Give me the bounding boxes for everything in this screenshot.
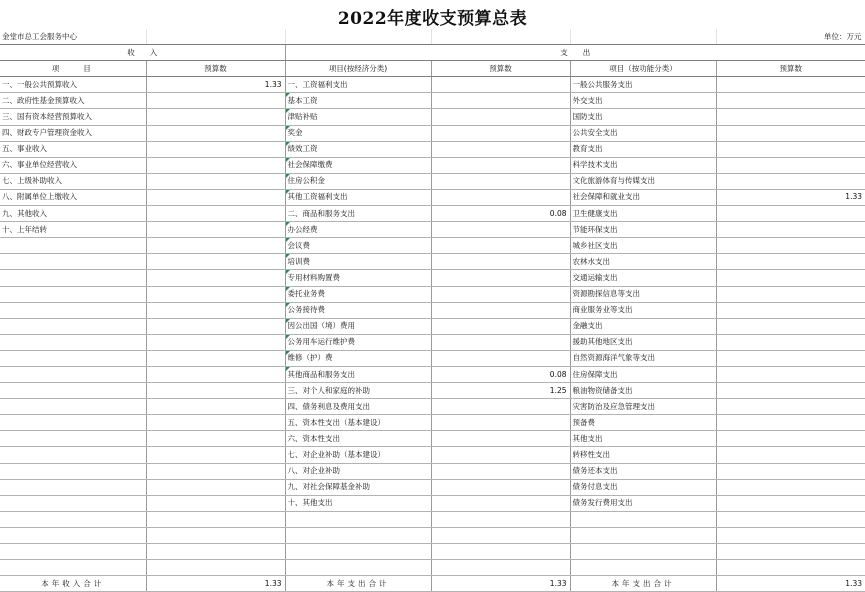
empty-cell bbox=[285, 527, 431, 543]
econ-amount-cell bbox=[431, 173, 570, 189]
income-item-cell: 六、事业单位经营收入 bbox=[0, 157, 146, 173]
table-row bbox=[0, 157, 865, 173]
econ-item-cell: 绩效工资 bbox=[285, 141, 431, 157]
income-amount-cell bbox=[146, 302, 285, 318]
func-item-cell: 债务付息支出 bbox=[570, 479, 716, 495]
budget-sheet bbox=[0, 29, 865, 592]
econ-item-cell: 培训费 bbox=[285, 254, 431, 270]
econ-amount-cell bbox=[431, 447, 570, 463]
econ-amount-cell bbox=[431, 141, 570, 157]
func-item-cell: 外交支出 bbox=[570, 93, 716, 109]
section-header-row bbox=[0, 45, 865, 61]
income-item-cell bbox=[0, 495, 146, 511]
func-item-cell: 卫生健康支出 bbox=[570, 206, 716, 222]
income-item-cell bbox=[0, 350, 146, 366]
econ-item-cell: 十、其他支出 bbox=[285, 495, 431, 511]
meta-blank-cell bbox=[146, 29, 285, 45]
econ-item-cell: 会议费 bbox=[285, 238, 431, 254]
income-item-cell bbox=[0, 447, 146, 463]
table-row bbox=[0, 495, 865, 511]
func-item-cell: 一般公共服务支出 bbox=[570, 77, 716, 93]
func-amount-cell bbox=[716, 350, 865, 366]
empty-cell bbox=[0, 560, 146, 576]
income-amount-cell bbox=[146, 463, 285, 479]
income-item-cell bbox=[0, 366, 146, 382]
econ-item-cell: 其他商品和服务支出 bbox=[285, 366, 431, 382]
func-item-cell: 自然资源海洋气象等支出 bbox=[570, 350, 716, 366]
econ-item-cell: 四、债务利息及费用支出 bbox=[285, 399, 431, 415]
econ-item-cell: 维修（护）费 bbox=[285, 350, 431, 366]
econ-amount-cell bbox=[431, 93, 570, 109]
income-amount-cell bbox=[146, 431, 285, 447]
income-item-cell: 九、其他收入 bbox=[0, 206, 146, 222]
income-item-cell: 三、国有资本经营预算收入 bbox=[0, 109, 146, 125]
income-amount-cell bbox=[146, 109, 285, 125]
column-header-row bbox=[0, 61, 865, 77]
income-amount-cell bbox=[146, 415, 285, 431]
func-amount-cell bbox=[716, 125, 865, 141]
econ-amount-cell bbox=[431, 254, 570, 270]
income-item-cell bbox=[0, 302, 146, 318]
table-row bbox=[0, 479, 865, 495]
econ-item-cell: 专用材料购置费 bbox=[285, 270, 431, 286]
func-amount-cell bbox=[716, 447, 865, 463]
empty-cell bbox=[146, 560, 285, 576]
empty-cell bbox=[716, 511, 865, 527]
func-item-cell: 科学技术支出 bbox=[570, 157, 716, 173]
total-income-value: 1.33 bbox=[146, 576, 285, 592]
table-row bbox=[0, 302, 865, 318]
empty-cell bbox=[716, 527, 865, 543]
empty-cell bbox=[146, 511, 285, 527]
table-row bbox=[0, 350, 865, 366]
income-item-cell bbox=[0, 318, 146, 334]
econ-item-cell: 社会保障缴费 bbox=[285, 157, 431, 173]
econ-amount-cell: 0.08 bbox=[431, 206, 570, 222]
income-item-cell bbox=[0, 238, 146, 254]
total-func-label: 本年支出合计 bbox=[570, 576, 716, 592]
income-amount-cell: 1.33 bbox=[146, 77, 285, 93]
empty-row bbox=[0, 511, 865, 527]
page-title: 2022年度收支预算总表 bbox=[337, 9, 528, 29]
table-row bbox=[0, 447, 865, 463]
income-item-cell: 二、政府性基金预算收入 bbox=[0, 93, 146, 109]
econ-amount-cell bbox=[431, 318, 570, 334]
empty-row bbox=[0, 527, 865, 543]
func-amount-cell bbox=[716, 270, 865, 286]
func-item-cell: 文化旅游体育与传媒支出 bbox=[570, 173, 716, 189]
total-income-label: 本年收入合计 bbox=[0, 576, 146, 592]
income-item-cell bbox=[0, 479, 146, 495]
empty-row bbox=[0, 560, 865, 576]
table-row bbox=[0, 415, 865, 431]
econ-item-cell: 因公出国（境）费用 bbox=[285, 318, 431, 334]
econ-item-cell: 奖金 bbox=[285, 125, 431, 141]
income-section-header: 收 入 bbox=[0, 45, 285, 61]
econ-amount-cell bbox=[431, 302, 570, 318]
econ-item-cell: 一、工资福利支出 bbox=[285, 77, 431, 93]
func-item-cell: 公共安全支出 bbox=[570, 125, 716, 141]
func-item-cell: 住房保障支出 bbox=[570, 366, 716, 382]
table-row bbox=[0, 286, 865, 302]
econ-amount-cell bbox=[431, 286, 570, 302]
empty-cell bbox=[431, 560, 570, 576]
func-amount-cell bbox=[716, 366, 865, 382]
income-item-cell bbox=[0, 254, 146, 270]
econ-amount-cell bbox=[431, 495, 570, 511]
income-item-cell: 十、上年结转 bbox=[0, 222, 146, 238]
econ-item-cell: 办公经费 bbox=[285, 222, 431, 238]
empty-cell bbox=[570, 560, 716, 576]
table-row bbox=[0, 141, 865, 157]
totals-row bbox=[0, 576, 865, 592]
income-amount-cell bbox=[146, 399, 285, 415]
table-row bbox=[0, 222, 865, 238]
income-item-cell: 八、附属单位上缴收入 bbox=[0, 189, 146, 205]
econ-amount-cell bbox=[431, 77, 570, 93]
income-amount-cell bbox=[146, 447, 285, 463]
income-amount-cell bbox=[146, 222, 285, 238]
table-row bbox=[0, 399, 865, 415]
econ-item-cell: 其他工资福利支出 bbox=[285, 189, 431, 205]
income-amount-cell bbox=[146, 206, 285, 222]
econ-amount-cell bbox=[431, 189, 570, 205]
col-income-item: 项 目 bbox=[0, 61, 146, 77]
table-row bbox=[0, 383, 865, 399]
table-row bbox=[0, 173, 865, 189]
total-func-value: 1.33 bbox=[716, 576, 865, 592]
func-item-cell: 债务发行费用支出 bbox=[570, 495, 716, 511]
func-item-cell: 援助其他地区支出 bbox=[570, 334, 716, 350]
income-amount-cell bbox=[146, 93, 285, 109]
func-item-cell: 教育支出 bbox=[570, 141, 716, 157]
meta-row bbox=[0, 29, 865, 45]
econ-amount-cell bbox=[431, 350, 570, 366]
income-item-cell bbox=[0, 383, 146, 399]
table-row bbox=[0, 206, 865, 222]
func-item-cell: 农林水支出 bbox=[570, 254, 716, 270]
econ-item-cell: 基本工资 bbox=[285, 93, 431, 109]
func-amount-cell bbox=[716, 238, 865, 254]
func-amount-cell bbox=[716, 206, 865, 222]
func-amount-cell bbox=[716, 286, 865, 302]
income-item-cell bbox=[0, 399, 146, 415]
income-amount-cell bbox=[146, 173, 285, 189]
table-row bbox=[0, 366, 865, 382]
econ-amount-cell bbox=[431, 479, 570, 495]
income-amount-cell bbox=[146, 318, 285, 334]
col-econ-item: 项目(按经济分类) bbox=[285, 61, 431, 77]
func-amount-cell bbox=[716, 93, 865, 109]
econ-item-cell: 八、对企业补助 bbox=[285, 463, 431, 479]
unit-name: 金堂市总工会服务中心 bbox=[0, 29, 146, 45]
func-item-cell: 粮油物资储备支出 bbox=[570, 383, 716, 399]
func-item-cell: 城乡社区支出 bbox=[570, 238, 716, 254]
income-item-cell: 四、财政专户管理资金收入 bbox=[0, 125, 146, 141]
econ-item-cell: 津贴补贴 bbox=[285, 109, 431, 125]
income-amount-cell bbox=[146, 254, 285, 270]
empty-cell bbox=[570, 527, 716, 543]
func-item-cell: 社会保障和就业支出 bbox=[570, 189, 716, 205]
income-amount-cell bbox=[146, 157, 285, 173]
empty-cell bbox=[431, 527, 570, 543]
func-item-cell: 债务还本支出 bbox=[570, 463, 716, 479]
econ-item-cell: 六、资本性支出 bbox=[285, 431, 431, 447]
econ-amount-cell: 0.08 bbox=[431, 366, 570, 382]
func-amount-cell bbox=[716, 77, 865, 93]
income-item-cell: 五、事业收入 bbox=[0, 141, 146, 157]
empty-cell bbox=[285, 511, 431, 527]
unit-label: 单位：万元 bbox=[716, 29, 865, 45]
empty-cell bbox=[0, 527, 146, 543]
table-row bbox=[0, 77, 865, 93]
col-func-amount: 预算数 bbox=[716, 61, 865, 77]
econ-amount-cell bbox=[431, 222, 570, 238]
income-item-cell bbox=[0, 463, 146, 479]
func-item-cell: 金融支出 bbox=[570, 318, 716, 334]
econ-amount-cell bbox=[431, 415, 570, 431]
econ-amount-cell bbox=[431, 399, 570, 415]
total-econ-value: 1.33 bbox=[431, 576, 570, 592]
total-econ-label: 本年支出合计 bbox=[285, 576, 431, 592]
table-row bbox=[0, 254, 865, 270]
func-amount-cell bbox=[716, 173, 865, 189]
income-amount-cell bbox=[146, 334, 285, 350]
func-amount-cell bbox=[716, 463, 865, 479]
income-amount-cell bbox=[146, 495, 285, 511]
table-row bbox=[0, 109, 865, 125]
econ-item-cell: 五、资本性支出（基本建设） bbox=[285, 415, 431, 431]
econ-amount-cell bbox=[431, 109, 570, 125]
econ-amount-cell bbox=[431, 157, 570, 173]
func-amount-cell bbox=[716, 383, 865, 399]
table-row bbox=[0, 270, 865, 286]
table-row bbox=[0, 334, 865, 350]
func-item-cell: 预备费 bbox=[570, 415, 716, 431]
empty-cell bbox=[570, 511, 716, 527]
econ-item-cell: 七、对企业补助（基本建设） bbox=[285, 447, 431, 463]
col-func-item: 项目（按功能分类） bbox=[570, 61, 716, 77]
func-amount-cell bbox=[716, 141, 865, 157]
func-amount-cell bbox=[716, 334, 865, 350]
col-econ-amount: 预算数 bbox=[431, 61, 570, 77]
empty-cell bbox=[146, 527, 285, 543]
econ-amount-cell bbox=[431, 125, 570, 141]
econ-item-cell: 委托业务费 bbox=[285, 286, 431, 302]
func-item-cell: 交通运输支出 bbox=[570, 270, 716, 286]
func-item-cell: 节能环保支出 bbox=[570, 222, 716, 238]
income-amount-cell bbox=[146, 366, 285, 382]
econ-item-cell: 住房公积金 bbox=[285, 173, 431, 189]
econ-item-cell: 公务接待费 bbox=[285, 302, 431, 318]
income-amount-cell bbox=[146, 479, 285, 495]
func-amount-cell bbox=[716, 495, 865, 511]
econ-amount-cell bbox=[431, 270, 570, 286]
func-amount-cell bbox=[716, 431, 865, 447]
func-amount-cell bbox=[716, 399, 865, 415]
income-item-cell: 七、上级补助收入 bbox=[0, 173, 146, 189]
income-item-cell bbox=[0, 415, 146, 431]
budget-table bbox=[0, 29, 865, 592]
func-amount-cell: 1.33 bbox=[716, 189, 865, 205]
empty-cell bbox=[285, 560, 431, 576]
table-row bbox=[0, 238, 865, 254]
col-income-amount: 预算数 bbox=[146, 61, 285, 77]
income-amount-cell bbox=[146, 383, 285, 399]
econ-amount-cell: 1.25 bbox=[431, 383, 570, 399]
econ-item-cell: 二、商品和服务支出 bbox=[285, 206, 431, 222]
econ-amount-cell bbox=[431, 431, 570, 447]
income-amount-cell bbox=[146, 125, 285, 141]
func-amount-cell bbox=[716, 479, 865, 495]
econ-item-cell: 三、对个人和家庭的补助 bbox=[285, 383, 431, 399]
econ-amount-cell bbox=[431, 463, 570, 479]
income-amount-cell bbox=[146, 270, 285, 286]
meta-blank-cell bbox=[431, 29, 570, 45]
empty-cell bbox=[431, 511, 570, 527]
table-row bbox=[0, 125, 865, 141]
func-item-cell: 国防支出 bbox=[570, 109, 716, 125]
income-item-cell bbox=[0, 431, 146, 447]
empty-cell bbox=[716, 560, 865, 576]
func-amount-cell bbox=[716, 254, 865, 270]
empty-cell bbox=[0, 511, 146, 527]
table-row bbox=[0, 431, 865, 447]
table-row bbox=[0, 318, 865, 334]
econ-item-cell: 九、对社会保障基金补助 bbox=[285, 479, 431, 495]
income-item-cell: 一、一般公共预算收入 bbox=[0, 77, 146, 93]
func-item-cell: 转移性支出 bbox=[570, 447, 716, 463]
income-amount-cell bbox=[146, 141, 285, 157]
income-amount-cell bbox=[146, 189, 285, 205]
func-item-cell: 灾害防治及应急管理支出 bbox=[570, 399, 716, 415]
table-row bbox=[0, 463, 865, 479]
func-amount-cell bbox=[716, 157, 865, 173]
table-row bbox=[0, 189, 865, 205]
meta-blank-cell bbox=[570, 29, 716, 45]
func-item-cell: 资源勘探信息等支出 bbox=[570, 286, 716, 302]
income-item-cell bbox=[0, 270, 146, 286]
income-item-cell bbox=[0, 286, 146, 302]
meta-blank-cell bbox=[285, 29, 431, 45]
income-amount-cell bbox=[146, 286, 285, 302]
econ-amount-cell bbox=[431, 334, 570, 350]
func-amount-cell bbox=[716, 318, 865, 334]
func-amount-cell bbox=[716, 302, 865, 318]
func-amount-cell bbox=[716, 109, 865, 125]
expense-section-header: 支 出 bbox=[285, 45, 865, 61]
func-item-cell: 商业服务业等支出 bbox=[570, 302, 716, 318]
income-item-cell bbox=[0, 334, 146, 350]
func-amount-cell bbox=[716, 415, 865, 431]
income-amount-cell bbox=[146, 238, 285, 254]
table-row bbox=[0, 93, 865, 109]
income-amount-cell bbox=[146, 350, 285, 366]
func-amount-cell bbox=[716, 222, 865, 238]
func-item-cell: 其他支出 bbox=[570, 431, 716, 447]
econ-amount-cell bbox=[431, 238, 570, 254]
econ-item-cell: 公务用车运行维护费 bbox=[285, 334, 431, 350]
